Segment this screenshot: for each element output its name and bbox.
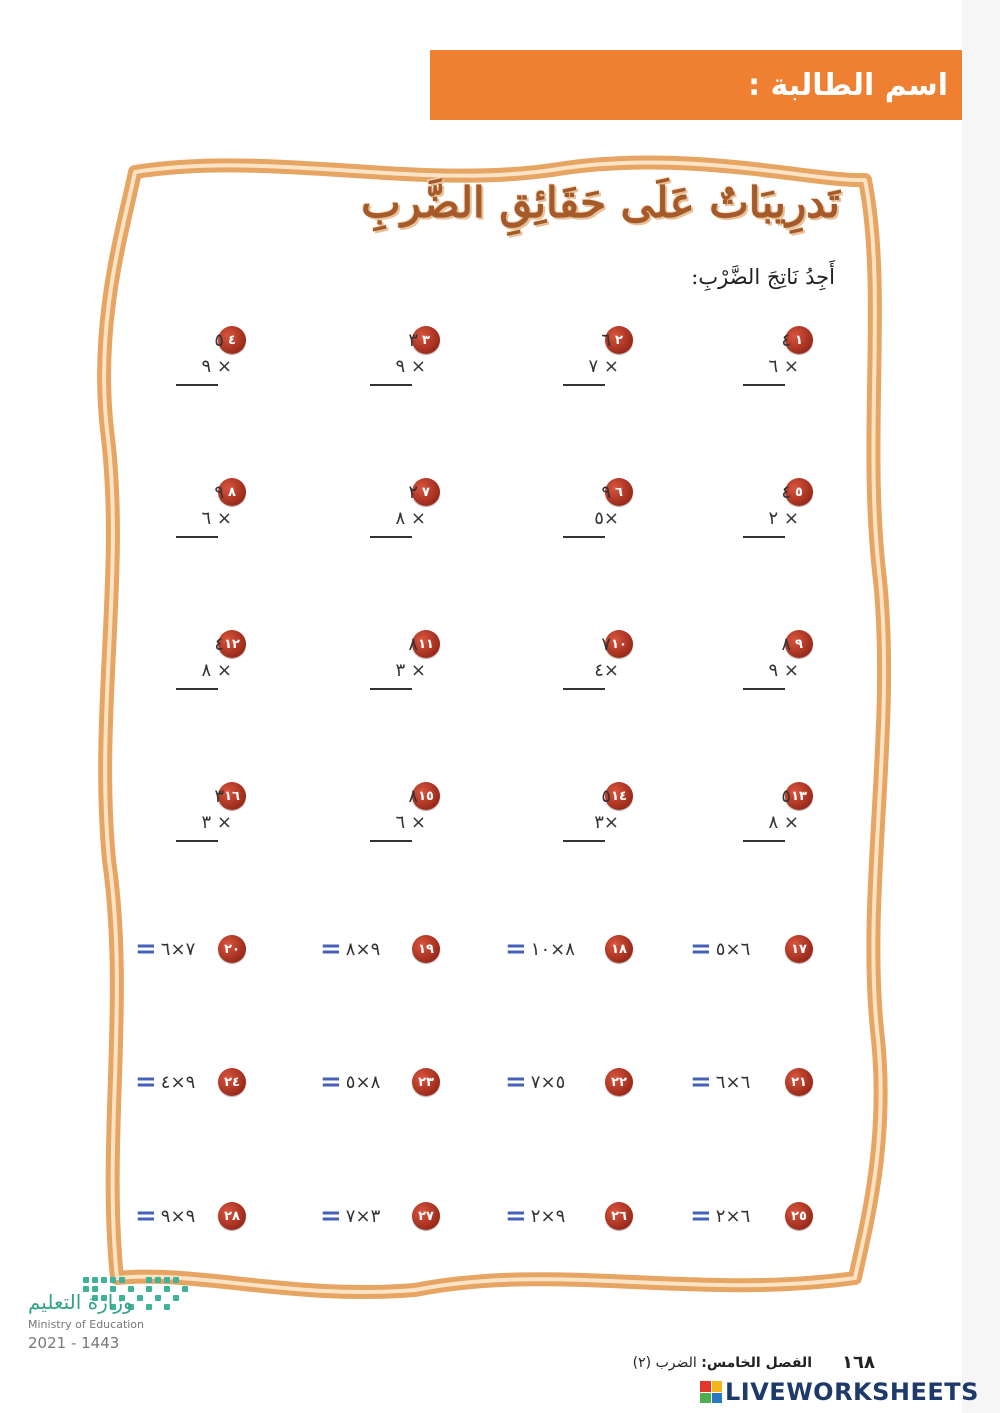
problem-number-badge: ٢٦ <box>605 1202 633 1230</box>
ministry-year: 2021 - 1443 <box>28 1334 120 1352</box>
multiplicand: ٥ <box>601 786 611 807</box>
problem-number-badge: ١٤ <box>605 782 633 810</box>
multiplicand: ٩ <box>214 482 224 503</box>
multiplicand: ٦ <box>601 330 611 351</box>
multiplier: ٧ × <box>588 356 619 377</box>
multiplicand: ٣ <box>408 330 418 351</box>
ministry-name-en: Ministry of Education <box>28 1318 145 1331</box>
liveworksheets-logo-icon <box>700 1381 722 1403</box>
multiplier: ٩ × <box>395 356 426 377</box>
problem-number-badge: ٣ <box>412 326 440 354</box>
multiplicand: ٤ <box>781 482 791 503</box>
lesson-label: الضرب (٢) <box>632 1355 697 1371</box>
problem-number-badge: ٤ <box>218 326 246 354</box>
multiplicand: ٥ <box>781 786 791 807</box>
horizontal-problem[interactable] <box>135 1202 195 1230</box>
multiplicand: ٤ <box>781 330 791 351</box>
problem-number-badge: ١٣ <box>785 782 813 810</box>
problem-number-badge: ٥ <box>785 478 813 506</box>
equals-sign: = <box>320 1067 342 1097</box>
multiplicand: ٧ <box>601 634 611 655</box>
horizontal-problem[interactable] <box>320 1202 380 1230</box>
problem-number-badge: ٢ <box>605 326 633 354</box>
multiplication-expression: ٥×٧ <box>530 1071 566 1093</box>
problem-number-badge: ١٩ <box>412 935 440 963</box>
answer-line[interactable] <box>370 536 412 538</box>
equals-sign: = <box>690 934 712 964</box>
horizontal-problem[interactable] <box>505 935 575 963</box>
liveworksheets-text: LIVEWORKSHEETS <box>725 1378 979 1406</box>
worksheet-frame <box>95 150 895 1300</box>
student-name-bar[interactable] <box>430 50 962 120</box>
multiplication-expression: ٨×٥ <box>345 1071 381 1093</box>
liveworksheets-watermark <box>700 1378 979 1406</box>
problem-number-badge: ٢١ <box>785 1068 813 1096</box>
equals-sign: = <box>690 1067 712 1097</box>
problem-number-badge: ١٥ <box>412 782 440 810</box>
problem-number-badge: ١ <box>785 326 813 354</box>
equals-sign: = <box>320 1201 342 1231</box>
page-number: ١٦٨ <box>842 1352 875 1373</box>
problem-number-badge: ٦ <box>605 478 633 506</box>
answer-line[interactable] <box>370 688 412 690</box>
horizontal-problem[interactable] <box>505 1202 565 1230</box>
multiplicand: ٤ <box>214 634 224 655</box>
multiplicand: ٨ <box>781 634 791 655</box>
logo-square <box>712 1393 723 1404</box>
logo-square <box>712 1381 723 1392</box>
answer-line[interactable] <box>743 384 785 386</box>
problem-number-badge: ٢٣ <box>412 1068 440 1096</box>
multiplication-expression: ٣×٧ <box>345 1205 381 1227</box>
horizontal-problem[interactable] <box>690 1202 750 1230</box>
multiplication-expression: ٧×٦ <box>160 938 196 960</box>
multiplication-expression: ٩×٨ <box>345 938 381 960</box>
equals-sign: = <box>135 934 157 964</box>
multiplier: ٦ × <box>768 356 799 377</box>
horizontal-problem[interactable] <box>505 1068 565 1096</box>
answer-line[interactable] <box>563 384 605 386</box>
multiplier: ٤× <box>594 660 619 681</box>
multiplicand: ٨ <box>408 786 418 807</box>
answer-line[interactable] <box>370 840 412 842</box>
equals-sign: = <box>690 1201 712 1231</box>
problem-number-badge: ٩ <box>785 630 813 658</box>
answer-line[interactable] <box>176 384 218 386</box>
equals-sign: = <box>505 1067 527 1097</box>
problem-number-badge: ١٦ <box>218 782 246 810</box>
answer-line[interactable] <box>743 536 785 538</box>
ministry-name-ar: وزارة التعليم <box>28 1290 133 1314</box>
multiplier: ٥× <box>594 508 619 529</box>
answer-line[interactable] <box>370 384 412 386</box>
equals-sign: = <box>505 1201 527 1231</box>
multiplication-expression: ٦×٦ <box>715 1071 751 1093</box>
answer-line[interactable] <box>563 840 605 842</box>
multiplier: ٩ × <box>201 356 232 377</box>
multiplier: ٢ × <box>768 508 799 529</box>
answer-line[interactable] <box>176 840 218 842</box>
problem-number-badge: ٢٢ <box>605 1068 633 1096</box>
logo-square <box>700 1393 711 1404</box>
equals-sign: = <box>505 934 527 964</box>
answer-line[interactable] <box>176 536 218 538</box>
multiplier: ٦ × <box>201 508 232 529</box>
footer-chapter <box>572 1355 812 1371</box>
equals-sign: = <box>135 1201 157 1231</box>
multiplication-expression: ٦×٥ <box>715 938 751 960</box>
multiplier: ٨ × <box>201 660 232 681</box>
horizontal-problem[interactable] <box>690 1068 750 1096</box>
instruction-text: أَجِدُ نَاتِجَ الضَّرْبِ: <box>691 265 835 289</box>
problem-number-badge: ٨ <box>218 478 246 506</box>
problem-number-badge: ١٨ <box>605 935 633 963</box>
problem-number-badge: ١١ <box>412 630 440 658</box>
horizontal-problem[interactable] <box>135 935 195 963</box>
multiplicand: ٥ <box>214 330 224 351</box>
multiplication-expression: ٦×٢ <box>715 1205 751 1227</box>
student-name-label: اسم الطالبة : <box>748 67 948 103</box>
horizontal-problem[interactable] <box>320 1068 380 1096</box>
problem-number-badge: ٢٤ <box>218 1068 246 1096</box>
horizontal-problem[interactable] <box>135 1068 195 1096</box>
problem-number-badge: ١٢ <box>218 630 246 658</box>
problem-number-badge: ١٧ <box>785 935 813 963</box>
multiplier: ٣× <box>594 812 619 833</box>
horizontal-problem[interactable] <box>690 935 750 963</box>
multiplicand: ٢ <box>408 482 418 503</box>
multiplier: ٦ × <box>395 812 426 833</box>
multiplier: ٨ × <box>768 812 799 833</box>
worksheet-title: تَدرِيبَاتٌ عَلَى حَقَائِقِ الضَّربِ <box>361 178 840 227</box>
multiplication-expression: ٩×٤ <box>160 1071 196 1093</box>
multiplier: ٣ × <box>201 812 232 833</box>
problem-number-badge: ٢٨ <box>218 1202 246 1230</box>
logo-square <box>700 1381 711 1392</box>
equals-sign: = <box>320 934 342 964</box>
answer-line[interactable] <box>563 688 605 690</box>
chapter-label: الفصل الخامس: <box>701 1355 812 1371</box>
horizontal-problem[interactable] <box>320 935 380 963</box>
problem-number-badge: ٢٥ <box>785 1202 813 1230</box>
answer-line[interactable] <box>176 688 218 690</box>
problem-number-badge: ٢٠ <box>218 935 246 963</box>
multiplier: ٩ × <box>768 660 799 681</box>
problem-number-badge: ١٠ <box>605 630 633 658</box>
answer-line[interactable] <box>743 840 785 842</box>
multiplier: ٣ × <box>395 660 426 681</box>
multiplicand: ٨ <box>408 634 418 655</box>
answer-line[interactable] <box>563 536 605 538</box>
multiplication-expression: ٩×٩ <box>160 1205 196 1227</box>
equals-sign: = <box>135 1067 157 1097</box>
multiplication-expression: ٩×٢ <box>530 1205 566 1227</box>
multiplicand: ٣ <box>214 786 224 807</box>
answer-line[interactable] <box>743 688 785 690</box>
problem-number-badge: ٢٧ <box>412 1202 440 1230</box>
multiplicand: ٩ <box>601 482 611 503</box>
multiplier: ٨ × <box>395 508 426 529</box>
page-edge-shade <box>962 0 1000 1413</box>
problem-number-badge: ٧ <box>412 478 440 506</box>
multiplication-expression: ٨×١٠ <box>530 938 575 960</box>
